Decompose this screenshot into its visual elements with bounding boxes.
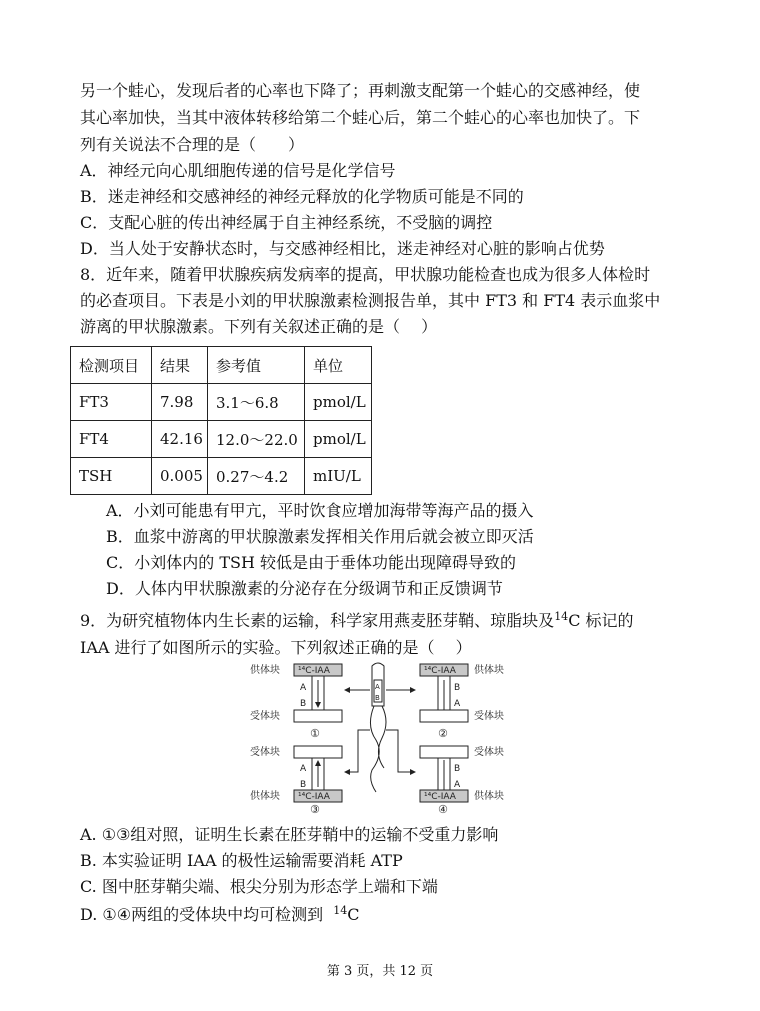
table-cell: FT3: [71, 384, 152, 421]
page-footer: 第 3 页，共 12 页: [326, 964, 434, 979]
end-a-label-2: A: [454, 699, 461, 709]
connector-head-3: [344, 769, 350, 775]
receiver-label-2: 受体块: [474, 711, 504, 722]
receiver-block-3: [294, 746, 342, 758]
q9-text-part: 9．为研究植物体内生长素的运输，科学家用燕麦胚芽鞘、琼脂块及: [80, 611, 555, 630]
segment-a-label: A: [375, 683, 380, 691]
q9-text-line-2: IAA 进行了如图所示的实验。下列叙述正确的是（ ）: [80, 638, 472, 657]
thyroid-report-table: [70, 346, 372, 495]
end-a-label-4: A: [454, 780, 461, 790]
donor-label-3: 供体块: [250, 791, 280, 802]
q9-option-d-text: C: [347, 905, 360, 924]
table-cell: pmol/L: [305, 421, 372, 458]
iaa-transport-diagram: [250, 660, 510, 816]
end-b-label-4: B: [454, 764, 461, 774]
receiver-block-4: [420, 746, 468, 758]
end-b-label-3: B: [300, 780, 307, 790]
iaa-label-1: ¹⁴C-IAA: [298, 666, 330, 676]
table-cell: pmol/L: [305, 384, 372, 421]
table-cell: 3.1～6.8: [208, 384, 305, 421]
segment-b-label: B: [375, 694, 380, 702]
table-row: [71, 421, 372, 458]
q8-option-c: C．小刘体内的 TSH 较低是由于垂体功能出现障碍导致的: [106, 553, 517, 572]
receiver-block-1: [294, 710, 342, 722]
isotope-superscript: 14: [333, 904, 348, 917]
end-b-label-1: B: [300, 699, 307, 709]
receiver-label-3: 受体块: [250, 747, 280, 758]
q7-option-a: A．神经元向心肌细胞传递的信号是化学信号: [80, 161, 396, 180]
table-cell: 0.27～4.2: [208, 458, 305, 495]
q7-text-line-2: 其心率加快，当其中液体转移给第二个蛙心后，第二个蛙心的心率也加快了。下: [80, 108, 641, 127]
q8-option-a: A．小刘可能患有甲亢，平时饮食应增加海带等海产品的摄入: [106, 501, 534, 520]
q9-text-part: C 标记的: [568, 611, 634, 630]
connector-head-2: [410, 687, 416, 693]
q8-option-d: D．人体内甲状腺激素的分泌存在分级调节和正反馈调节: [106, 579, 503, 598]
q9-option-a: A. ①③组对照，证明生长素在胚芽鞘中的运输不受重力影响: [80, 825, 499, 844]
receiver-label-4: 受体块: [474, 747, 504, 758]
end-a-label-3: A: [300, 764, 307, 774]
q7-text-line-3: 列有关说法不合理的是（ ）: [80, 135, 305, 154]
iaa-label-2: ¹⁴C-IAA: [424, 666, 456, 676]
group-number-2: ②: [438, 727, 448, 740]
q9-option-c: C. 图中胚芽鞘尖端、根尖分别为形态学上端和下端: [80, 877, 438, 896]
group-number-4: ④: [438, 803, 448, 816]
q9-option-d: [80, 904, 360, 926]
table-header-cell: 结果: [152, 347, 208, 384]
donor-label-1: 供体块: [250, 665, 280, 676]
donor-label-4: 供体块: [474, 791, 504, 802]
connector-head-4: [410, 769, 416, 775]
q7-text-line-1: 另一个蛙心，发现后者的心率也下降了；再刺激支配第一个蛙心的交感神经，使: [80, 81, 641, 100]
iaa-label-4: ¹⁴C-IAA: [424, 792, 456, 802]
table-row: [71, 458, 372, 495]
group-number-3: ③: [310, 803, 320, 816]
q8-option-b: B．血浆中游离的甲状腺激素发挥相关作用后就会被立即灭活: [106, 527, 534, 546]
table-cell: 0.005: [152, 458, 208, 495]
connector-to-3: [350, 730, 370, 772]
end-a-label-1: A: [300, 683, 307, 693]
table-header-row: [71, 347, 372, 384]
q9-text-line-1: [80, 610, 634, 632]
donor-label-2: 供体块: [474, 665, 504, 676]
table-cell: 7.98: [152, 384, 208, 421]
end-b-label-2: B: [454, 683, 461, 693]
table-row: [71, 384, 372, 421]
q7-option-d: D．当人处于安静状态时，与交感神经相比，迷走神经对心脏的影响占优势: [80, 239, 605, 258]
table-header-cell: 单位: [305, 347, 372, 384]
isotope-superscript: 14: [554, 610, 569, 623]
connector-to-4: [386, 730, 410, 772]
connector-head-1: [344, 687, 350, 693]
q9-option-b: B. 本实验证明 IAA 的极性运输需要消耗 ATP: [80, 851, 403, 870]
table-header-cell: 检测项目: [71, 347, 152, 384]
group-number-1: ①: [310, 727, 320, 740]
table-cell: FT4: [71, 421, 152, 458]
q9-option-d-text: D. ①④两组的受体块中均可检测到: [80, 905, 324, 924]
q7-option-c: C．支配心脏的传出神经属于自主神经系统，不受脑的调控: [80, 213, 493, 232]
table-cell: TSH: [71, 458, 152, 495]
receiver-label-1: 受体块: [250, 711, 280, 722]
q8-text-line-1: 8．近年来，随着甲状腺疾病发病率的提高，甲状腺功能检查也成为很多人体检时: [80, 265, 651, 284]
q8-text-line-3: 游离的甲状腺激素。下列有关叙述正确的是（ ）: [80, 317, 438, 336]
seedling-root: [370, 706, 386, 792]
table-cell: 42.16: [152, 421, 208, 458]
receiver-block-2: [420, 710, 468, 722]
iaa-label-3: ¹⁴C-IAA: [298, 792, 330, 802]
q7-option-b: B．迷走神经和交感神经的神经元释放的化学物质可能是不同的: [80, 187, 524, 206]
table-cell: 12.0～22.0: [208, 421, 305, 458]
table-cell: mIU/L: [305, 458, 372, 495]
table-header-cell: 参考值: [208, 347, 305, 384]
q8-text-line-2: 的必查项目。下表是小刘的甲状腺激素检测报告单，其中 FT3 和 FT4 表示血浆中: [80, 291, 661, 310]
